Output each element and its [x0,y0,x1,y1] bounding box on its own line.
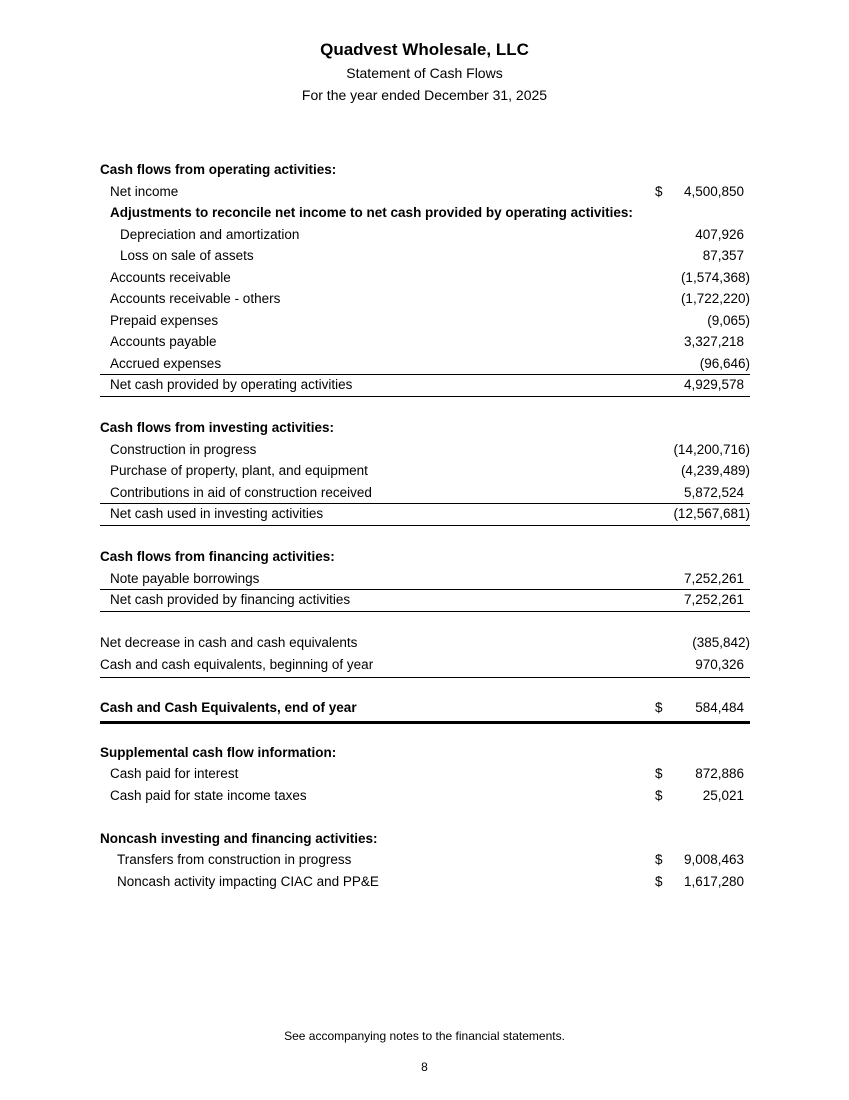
line-item-amount: 4,500,850 [683,183,744,199]
section-heading-label: Supplemental cash flow information: [100,744,337,760]
line-item-amount: (9,065) [707,312,750,328]
grand-total-amount: 584,484 [695,700,744,715]
line-item-amount: 9,008,463 [683,852,744,867]
cash-flow-statement [100,159,750,892]
subtotal-underline [100,396,750,397]
line-item-beginning-cash [100,654,750,676]
statement-header [0,38,849,106]
line-item-label: Construction in progress [110,441,257,457]
subtotal-row-financing [100,589,750,611]
line-item-amount: 87,357 [702,248,744,263]
subtotal-underline [100,611,750,612]
line-item-label: Accounts receivable [110,269,231,285]
line-item-label: Cash paid for interest [110,766,239,781]
line-item-label: Purchase of property, plant, and equipment [110,463,368,478]
section-heading-investing [100,417,750,439]
line-item [100,267,750,289]
subtotal-row-operating [100,374,750,396]
section-heading-noncash [100,828,750,850]
line-item-label: Loss on sale of assets [120,248,254,263]
line-item-label: Net income [110,183,179,199]
line-item [100,310,750,332]
section-heading-label: Cash flows from financing activities: [100,549,335,564]
subtotal-label: Net cash used in investing activities [110,506,324,521]
currency-symbol: $ [655,766,663,781]
subtotal-row-investing [100,503,750,525]
grand-total-label: Cash and Cash Equivalents, end of year [100,700,357,715]
line-item-label: Cash paid for state income taxes [110,787,307,803]
line-item-amount: 970,326 [695,656,744,672]
line-item [100,331,750,353]
subtotal-amount: 7,252,261 [683,592,744,607]
line-item [100,353,750,375]
line-item-amount: 1,617,280 [683,873,744,889]
line-item [100,785,750,807]
line-item-label: Note payable borrowings [110,570,260,586]
line-item-amount: (14,200,716) [673,441,750,457]
statement-title: Statement of Cash Flows [346,65,503,81]
section-heading-operating [100,159,750,181]
adjustments-heading-label: Adjustments to reconcile net income to net cash provided by operating activities: [110,205,633,220]
line-item-amount: 5,872,524 [683,484,744,500]
subtotal-underline [100,525,750,526]
section-heading-label: Noncash investing and financing activities: [100,830,378,846]
line-item [100,849,750,871]
line-item-label: Contributions in aid of construction received [110,484,372,500]
line-item-net-decrease [100,632,750,654]
line-item-amount: 407,926 [695,226,744,242]
line-item-amount: (1,722,220) [680,291,750,306]
grand-total-row [100,697,750,719]
line-item [100,460,750,482]
line-item-label: Cash and cash equivalents, beginning of year [100,656,374,672]
line-item [100,482,750,504]
statement-period: For the year ended December 31, 2025 [301,87,548,103]
currency-symbol: $ [655,873,663,889]
section-heading-label: Cash flows from operating activities: [100,162,337,177]
line-item-label: Noncash activity impacting CIAC and PP&E [117,873,379,889]
line-item-amount: 3,327,218 [683,334,744,349]
page-number: 8 [421,1060,428,1074]
line-item-amount: 872,886 [695,766,744,781]
line-item [100,568,750,590]
section-heading-supplemental [100,742,750,764]
line-item-amount: (385,842) [692,635,750,650]
line-item [100,245,750,267]
line-item [100,224,750,246]
line-item-label: Prepaid expenses [110,312,219,328]
line-item-amount: 7,252,261 [683,570,744,586]
line-item [100,763,750,785]
line-item [100,871,750,893]
line-item [100,439,750,461]
line-item-amount: 25,021 [702,787,744,803]
currency-symbol: $ [655,852,663,867]
line-item-label: Depreciation and amortization [120,226,300,242]
line-item-amount: (4,239,489) [680,463,750,478]
line-item-label: Accounts receivable - others [110,291,281,306]
subtotal-amount: (12,567,681) [673,506,750,521]
line-item-label: Accounts payable [110,334,217,349]
section-heading-financing [100,546,750,568]
company-name: Quadvest Wholesale, LLC [320,40,529,59]
footer-note: See accompanying notes to the financial statements. [284,1029,565,1043]
currency-symbol: $ [655,787,663,803]
subtotal-label: Net cash provided by operating activities [110,377,353,392]
line-item-label: Transfers from construction in progress [117,852,352,867]
subtotal-amount: 4,929,578 [683,377,744,392]
currency-symbol: $ [655,700,663,715]
line-item-label: Net decrease in cash and cash equivalents [100,635,358,650]
adjustments-heading [100,202,750,224]
line-item-amount: (1,574,368) [680,269,750,285]
line-item [100,288,750,310]
line-item-amount: (96,646) [699,355,750,371]
line-item-net-income [100,181,750,203]
section-heading-label: Cash flows from investing activities: [100,420,335,435]
line-item-label: Accrued expenses [110,355,222,371]
subtotal-label: Net cash provided by financing activities [110,592,351,607]
currency-symbol: $ [655,183,663,199]
